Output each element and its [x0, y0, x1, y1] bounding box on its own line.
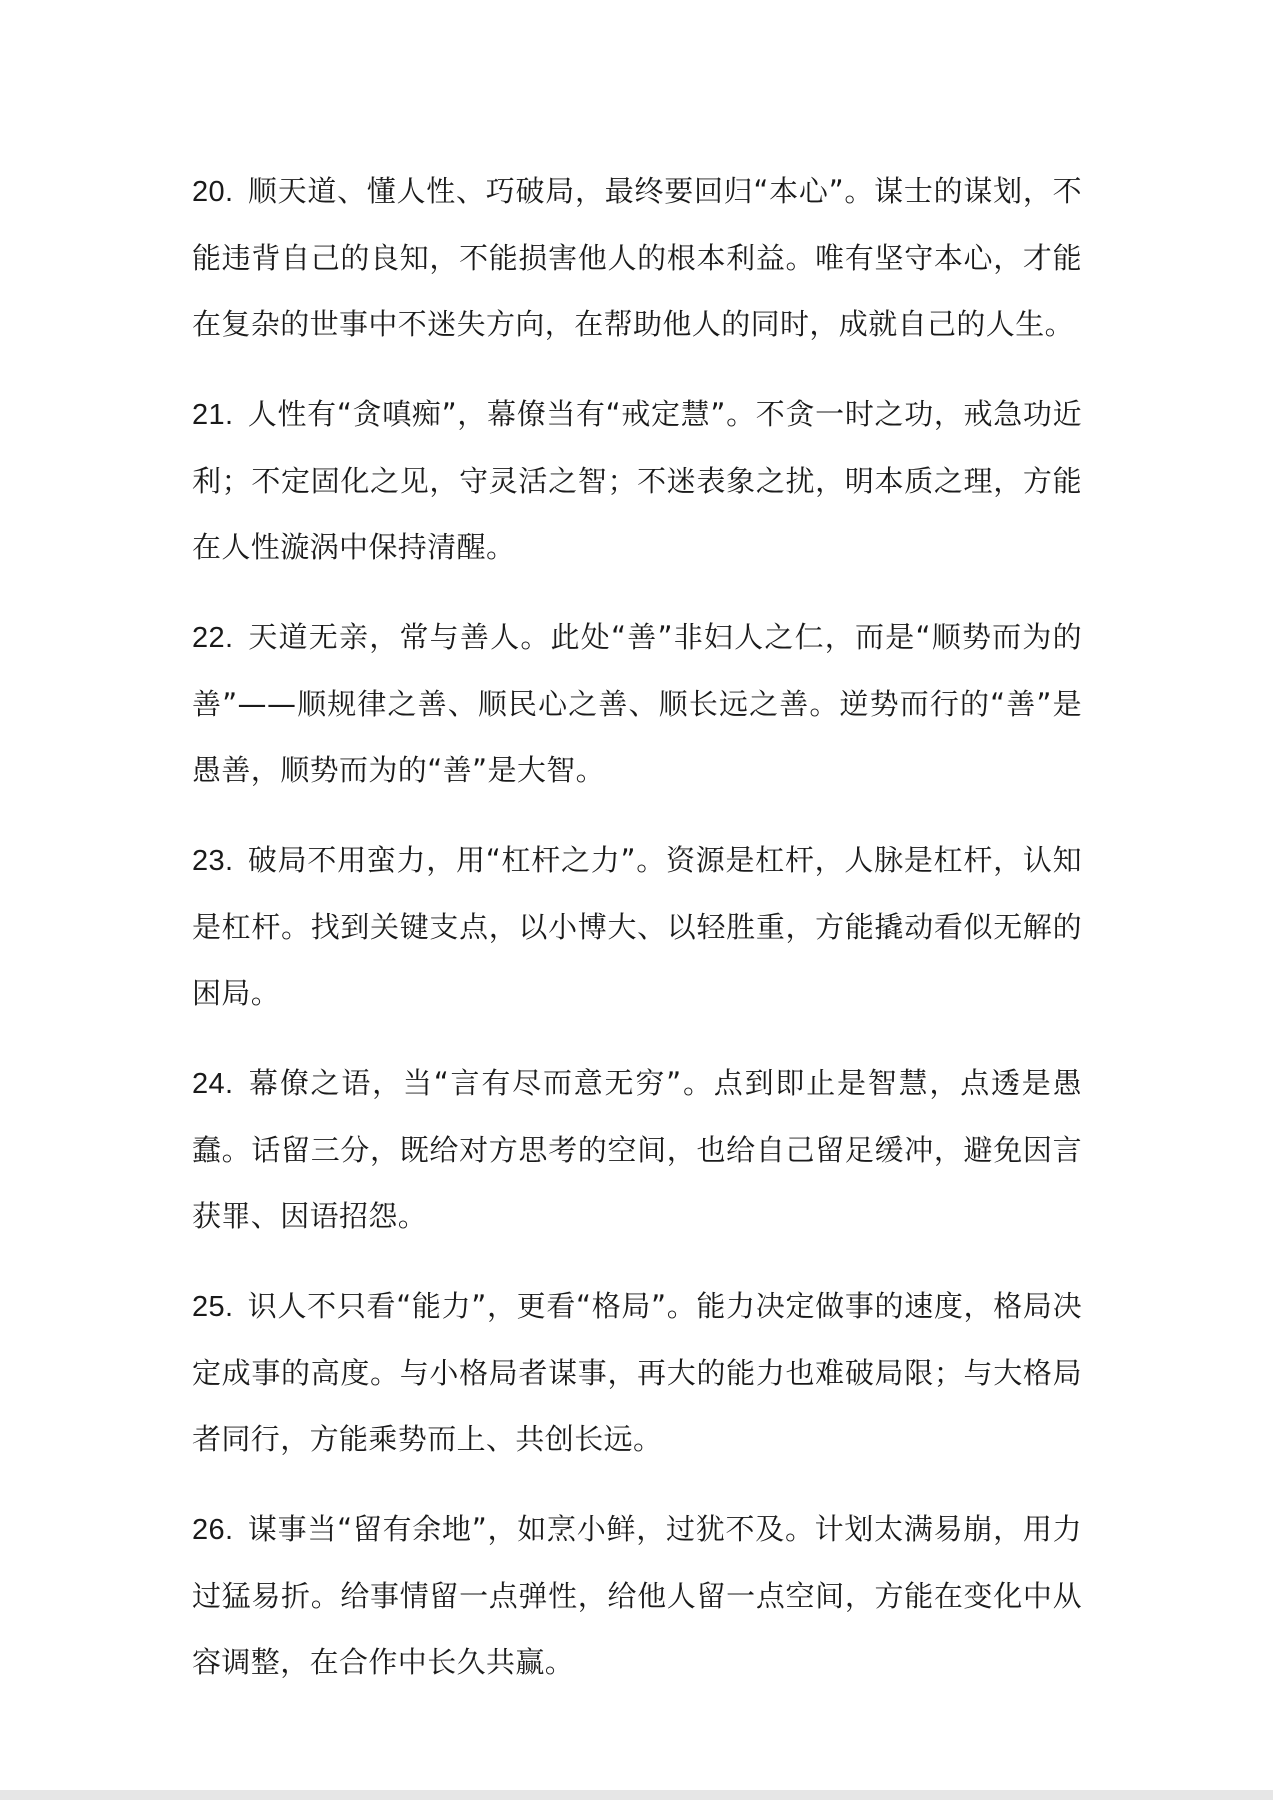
- document-body: [192, 158, 1082, 1719]
- paragraph-text: 顺天道、懂人性、巧破局，最终要回归“本心”。谋士的谋划，不能违背自己的良知，不能损害他人的根本利益。唯有坚守本心，才能在复杂的世事中不迷失方向，在帮助他人的同时，成就自己的人生。: [192, 174, 1082, 341]
- paragraph-22: [192, 604, 1082, 803]
- paragraph-text: 人性有“贪嗔痴”，幕僚当有“戒定慧”。不贪一时之功，戒急功近利；不定固化之见，守灵活之智；不迷表象之扰，明本质之理，方能在人性漩涡中保持清醒。: [192, 397, 1082, 564]
- paragraph-20: [192, 158, 1082, 357]
- paragraph-number: 25.: [192, 1291, 234, 1323]
- paragraph-26: [192, 1496, 1082, 1695]
- paragraph-number: 22.: [192, 622, 234, 654]
- paragraph-23: [192, 827, 1082, 1026]
- paragraph-number: 24.: [192, 1068, 234, 1100]
- paragraph-text: 谋事当“留有余地”，如烹小鲜，过犹不及。计划太满易崩，用力过猛易折。给事情留一点弹性，给他人留一点空间，方能在变化中从容调整，在合作中长久共赢。: [192, 1512, 1082, 1679]
- paragraph-number: 20.: [192, 176, 234, 208]
- paragraph-number: 23.: [192, 845, 234, 877]
- paragraph-21: [192, 381, 1082, 580]
- paragraph-text: 天道无亲，常与善人。此处“善”非妇人之仁，而是“顺势而为的善”——顺规律之善、顺民心之善、顺长远之善。逆势而行的“善”是愚善，顺势而为的“善”是大智。: [192, 620, 1082, 787]
- paragraph-24: [192, 1050, 1082, 1249]
- paragraph-text: 幕僚之语，当“言有尽而意无穷”。点到即止是智慧，点透是愚蠢。话留三分，既给对方思考的空间，也给自己留足缓冲，避免因言获罪、因语招怨。: [192, 1066, 1082, 1233]
- paragraph-number: 26.: [192, 1514, 234, 1546]
- paragraph-number: 21.: [192, 399, 234, 431]
- paragraph-25: [192, 1273, 1082, 1472]
- paragraph-text: 识人不只看“能力”，更看“格局”。能力决定做事的速度，格局决定成事的高度。与小格局者谋事，再大的能力也难破局限；与大格局者同行，方能乘势而上、共创长远。: [192, 1289, 1082, 1456]
- page-bottom-edge: [0, 1790, 1273, 1800]
- paragraph-text: 破局不用蛮力，用“杠杆之力”。资源是杠杆，人脉是杠杆，认知是杠杆。找到关键支点，以小博大、以轻胜重，方能撬动看似无解的困局。: [192, 843, 1082, 1010]
